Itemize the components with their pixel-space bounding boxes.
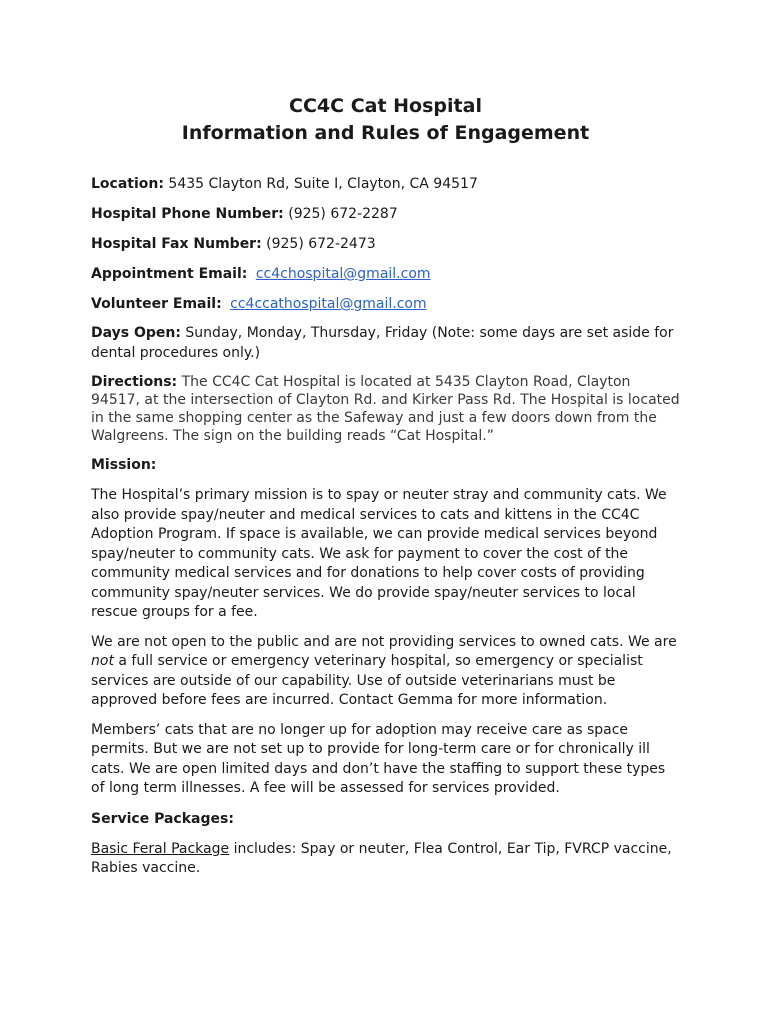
- days-open-label: Days Open:: [91, 325, 181, 341]
- location-label: Location:: [91, 176, 164, 192]
- basic-feral-package-description: includes: Spay or neuter, Flea Control, Ear Tip, FVRCP vaccine, Rabies vaccine.: [91, 840, 672, 876]
- mission-paragraph-2-start: We are not open to the public and are not providing services to owned cats. We are: [91, 633, 677, 650]
- mission-paragraph-1: The Hospital’s primary mission is to spay or neuter stray and community cats. We also provide spay/neuter and medical services to cats and kittens in the CC4C Adoption Program. If space is available, we can provide medical services beyond spay/neuter to community cats. We ask for payment to cover the cost of the community medical services and for donations to help cover costs of providing community spay/neuter services. We do provide spay/neuter services to local rescue groups for a fee.: [91, 487, 667, 620]
- days-open-value: Sunday, Monday, Thursday, Friday (Note: some days are set aside for dental procedures only.): [91, 325, 674, 361]
- fax-line: [91, 234, 680, 254]
- volunteer-email-label: Volunteer Email:: [91, 296, 222, 312]
- basic-feral-package: [91, 840, 680, 879]
- phone-value: (925) 672-2287: [283, 206, 398, 222]
- phone-label: Hospital Phone Number:: [91, 206, 284, 222]
- mission-heading: Mission:: [91, 457, 157, 473]
- volunteer-email-line: [91, 294, 680, 314]
- fax-label: Hospital Fax Number:: [91, 236, 262, 252]
- mission-paragraph-3: Members’ cats that are no longer up for adoption may receive care as space permits. But we are not set up to provide for long-term care or for chronically ill cats. We are open limited days and don’t have the staffing to support these types of long term illnesses. A fee will be assessed for services provided.: [91, 721, 666, 796]
- days-open-line: [91, 324, 680, 363]
- fax-value: (925) 672-2473: [261, 236, 376, 252]
- basic-feral-package-title: Basic Feral Package: [91, 840, 230, 857]
- location-value: 5435 Clayton Rd, Suite I, Clayton, CA 94517: [163, 176, 478, 192]
- mission-paragraph-2-emphasis: not: [91, 653, 114, 669]
- location-line: [91, 174, 680, 194]
- service-packages-heading: Service Packages:: [91, 810, 234, 827]
- directions-label: Directions:: [91, 374, 178, 390]
- phone-line: [91, 204, 680, 224]
- document-title: CC4C Cat Hospital: [289, 95, 482, 117]
- appointment-email-label: Appointment Email:: [91, 266, 248, 282]
- volunteer-email-link[interactable]: cc4ccathospital@gmail.com: [230, 296, 427, 312]
- appointment-email-link[interactable]: cc4chospital@gmail.com: [255, 266, 431, 282]
- mission-paragraph-2-end: a full service or emergency veterinary hospital, so emergency or specialist services are outside of our capability. Use of outside veterinarians must be approved before fees are incurred. Contact Gemma for more information.: [91, 653, 643, 708]
- directions-paragraph: [91, 373, 680, 445]
- mission-paragraph-2: [91, 633, 680, 711]
- appointment-email-line: [91, 264, 680, 284]
- directions-value: The CC4C Cat Hospital is located at 5435 Clayton Road, Clayton 94517, at the intersection of Clayton Rd. and Kirker Pass Rd. The Hospital is located in the same shopping center as the Safeway and just a few doors down from the Walgreens. The sign on the building reads “Cat Hospital.”: [91, 374, 680, 444]
- document-subtitle: Information and Rules of Engagement: [181, 122, 590, 144]
- title-block: [91, 0, 680, 147]
